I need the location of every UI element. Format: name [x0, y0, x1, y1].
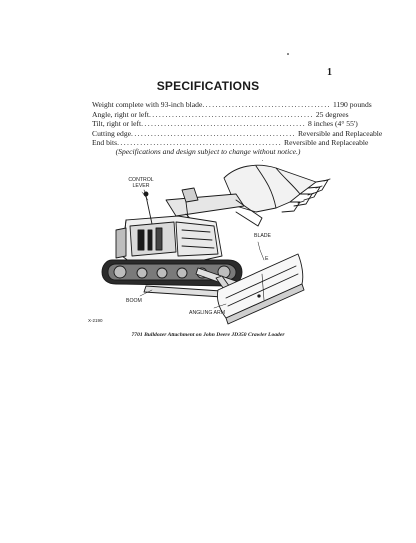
control-lever-label: CONTROL LEVER [128, 177, 154, 189]
page-title: SPECIFICATIONS [156, 79, 260, 93]
spec-value: Reversible and Replaceable [284, 138, 369, 148]
spec-row-cutting-edge [92, 128, 383, 139]
scan-speck [287, 53, 289, 55]
figure-id: X-2190 [88, 318, 103, 323]
tractor-body [116, 216, 222, 262]
page-number: 1 [327, 67, 332, 78]
spec-row-tilt [92, 119, 358, 129]
scan-speck [262, 160, 263, 161]
spec-label: Weight complete with 93-inch blade [92, 100, 203, 109]
spec-label: Cutting edge [92, 128, 132, 138]
leader-dots: .................................................. [141, 119, 307, 129]
leader-dots: .................................................. [148, 109, 314, 119]
spec-label: End bits [92, 138, 118, 148]
angling-arm-label: ANGLING ARM [189, 310, 226, 316]
specifications-list [92, 100, 383, 148]
leader-dots: .................................................. [117, 138, 283, 148]
spec-row-angle [92, 109, 349, 120]
blade-label: BLADE [254, 233, 272, 239]
leader-dots: .................................................. [131, 128, 296, 138]
specifications-note: (Specifications and design subject to change without notice.) [115, 147, 301, 156]
spec-value: 1190 pounds [332, 100, 372, 109]
spec-row-weight [92, 100, 372, 110]
leader-dots: ....................................... [202, 100, 331, 109]
figure-caption: 7701 Bulldozer Attachment on John Deere JD350 Crawler Loader [131, 332, 285, 338]
boom-label: BOOM [126, 298, 142, 304]
spec-value: Reversible and Replaceable [297, 128, 383, 138]
spec-label: Angle, right or left [92, 109, 149, 119]
spec-value: 8 inches (4° 55') [308, 119, 358, 129]
marker-e-label: E [265, 256, 269, 262]
spec-label: Tilt, right or left [92, 119, 142, 129]
spec-value: 25 degrees [315, 109, 349, 119]
